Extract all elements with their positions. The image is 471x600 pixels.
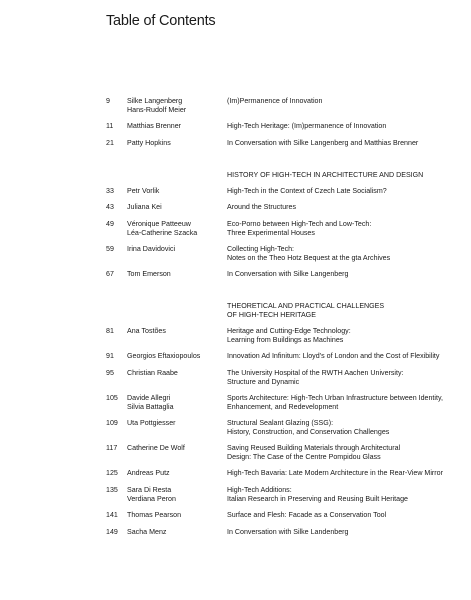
page-number: 49 [106,220,114,228]
page-number: 59 [106,245,114,253]
entry-title: Heritage and Cutting-Edge Technology: Learning from Buildings as Machines [227,327,351,344]
entry-title: Eco-Porno between High-Tech and Low-Tech: Three Experimental Houses [227,220,372,237]
page-number: 9 [106,97,110,105]
entry-title: High-Tech Additions: Italian Research in Preserving and Reusing Built Heritage [227,486,408,503]
entry-authors: Tom Emerson [127,270,171,278]
entry-title: High-Tech Heritage: (Im)permanence of Innovation [227,122,387,130]
page-number: 149 [106,528,118,536]
page-number: 67 [106,270,114,278]
page-number: 141 [106,511,118,519]
entry-authors: Patty Hopkins [127,139,171,147]
entry-title: The University Hospital of the RWTH Aachen University: Structure and Dynamic [227,369,404,386]
page-number: 21 [106,139,114,147]
page-number: 33 [106,187,114,195]
entry-title: Innovation Ad Infinitum: Lloyd’s of London and the Cost of Flexibility [227,352,440,360]
entry-authors: Ana Tostões [127,327,166,335]
entry-title: In Conversation with Silke Langenberg [227,270,349,278]
entry-authors: Petr Vorlik [127,187,160,195]
page-number: 105 [106,394,118,402]
page-number: 125 [106,469,118,477]
entry-authors: Christian Raabe [127,369,178,377]
page-number: 43 [106,203,114,211]
entry-authors: Irina Davidovici [127,245,176,253]
entry-authors: Georgios Eftaxiopoulos [127,352,201,360]
entry-title: Structural Sealant Glazing (SSG): History, Construction, and Conservation Challenges [227,419,390,436]
entry-title: In Conversation with Silke Langenberg and Matthias Brenner [227,139,419,147]
entry-title: Around the Structures [227,203,297,211]
entry-title: Collecting High-Tech: Notes on the Theo Hotz Bequest at the gta Archives [227,245,391,262]
entry-authors: Catherine De Wolf [127,444,185,452]
entry-title: High-Tech in the Context of Czech Late Socialism? [227,187,387,195]
entry-title: Sports Architecture: High-Tech Urban Infrastructure between Identity, Enhancement, and Redevelopment [227,394,443,411]
entry-title: Surface and Flesh: Facade as a Conservation Tool [227,511,387,519]
entry-title: Saving Reused Building Materials through Architectural Design: The Case of the Centre Pompidou Glass [227,444,401,461]
entry-authors: Véronique Patteeuw Léa-Catherine Szacka [127,220,198,237]
page-number: 135 [106,486,118,494]
entry-title: High-Tech Bavaria: Late Modern Architecture in the Rear-View Mirror [227,469,443,477]
page-number: 117 [106,444,118,452]
entry-authors: Uta Pottgiesser [127,419,176,427]
entry-authors: Matthias Brenner [127,122,182,130]
entry-authors: Sara Di Resta Verdiana Peron [127,486,176,503]
page-title: Table of Contents [106,13,216,29]
entry-title: In Conversation with Silke Landenberg [227,528,349,536]
entry-authors: Thomas Pearson [127,511,182,519]
entry-authors: Andreas Putz [127,469,170,477]
entry-title: (Im)Permanence of Innovation [227,97,323,105]
page-number: 11 [106,122,114,130]
page-number: 109 [106,419,118,427]
section-heading: HISTORY OF HIGH-TECH IN ARCHITECTURE AND DESIGN [227,171,424,179]
page-number: 95 [106,369,114,377]
entry-authors: Silke Langenberg Hans-Rudolf Meier [127,97,187,114]
entry-authors: Davide Allegri Silvia Battaglia [127,394,174,411]
entry-authors: Juliana Kei [127,203,162,211]
page-number: 81 [106,327,114,335]
entry-authors: Sacha Menz [127,528,167,536]
section-heading: THEORETICAL AND PRACTICAL CHALLENGES OF HIGH-TECH HERITAGE [227,302,385,319]
page-number: 91 [106,352,114,360]
